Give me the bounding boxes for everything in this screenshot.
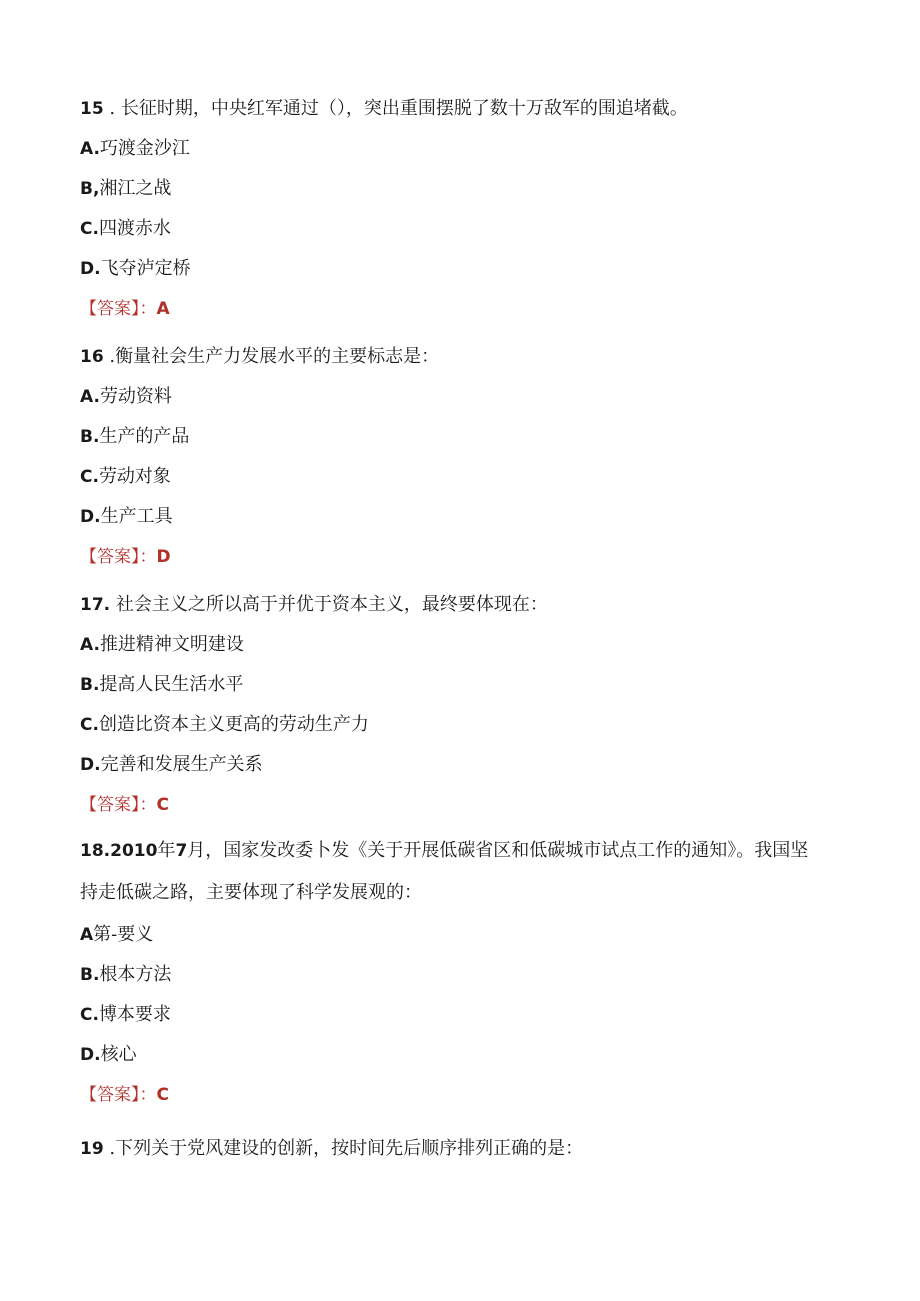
answer-label: 【答案】：: [80, 299, 157, 319]
question-18-stem: [80, 839, 808, 863]
option-text: 创造比资本主义更高的劳动生产力: [98, 714, 369, 735]
answer-value: D: [156, 547, 171, 567]
option-a[interactable]: [80, 385, 172, 409]
option-text: 劳动资料: [99, 386, 172, 407]
option-b[interactable]: [80, 673, 243, 697]
year-value: 2010: [110, 841, 158, 861]
answer-label: 【答案】：: [80, 795, 157, 815]
month-value: 7: [175, 841, 188, 861]
option-text: 生产的产品: [99, 426, 190, 447]
option-text: 四渡赤水: [98, 218, 171, 239]
option-b[interactable]: [80, 963, 171, 987]
question-text: .衡量社会生产力发展水平的主要标志是：: [103, 346, 440, 367]
option-c[interactable]: [80, 465, 171, 489]
question-text: .下列关于党风建设的创新，按时间先后顺序排列正确的是：: [103, 1138, 584, 1159]
option-text: 劳动对象: [98, 466, 171, 487]
question-text: . 长征时期，中央红军通过（），突出重围摆脱了数十万敌军的围追堵截。: [103, 98, 688, 119]
option-label: B.: [80, 427, 100, 447]
option-a[interactable]: [80, 137, 190, 161]
answer-label: 【答案】：: [80, 547, 157, 567]
option-label: D.: [80, 755, 101, 775]
option-text: 根本方法: [99, 964, 172, 985]
option-text: 博本要求: [98, 1004, 171, 1025]
option-b[interactable]: [80, 177, 171, 201]
question-number: 15: [80, 99, 104, 119]
option-a[interactable]: [80, 633, 244, 657]
option-label: D.: [80, 259, 101, 279]
option-label: A.: [80, 635, 100, 655]
option-label: A.: [80, 387, 100, 407]
question-text: 月，国家发改委卜发《关于开展低碳省区和低碳城市试点工作的通知》。我国坚: [187, 840, 809, 861]
option-c[interactable]: [80, 713, 369, 737]
question-number: 18.: [80, 841, 111, 861]
option-label: B.: [80, 965, 100, 985]
option-label: C.: [80, 219, 99, 239]
option-c[interactable]: [80, 1003, 171, 1027]
option-label: D.: [80, 507, 101, 527]
option-d[interactable]: [80, 753, 263, 777]
option-text: 湘江之战: [99, 178, 172, 199]
answer-value: C: [156, 795, 169, 815]
option-label: A: [80, 925, 94, 945]
option-text: 巧渡金沙江: [99, 138, 190, 159]
answer-line: [80, 793, 169, 817]
option-text: 核心: [100, 1044, 137, 1065]
answer-value: A: [156, 299, 170, 319]
answer-line: [80, 545, 171, 569]
answer-value: C: [156, 1085, 169, 1105]
option-label: A.: [80, 139, 100, 159]
option-text: 完善和发展生产关系: [100, 754, 263, 775]
option-text: 飞夺泸定桥: [100, 258, 191, 279]
option-label: C.: [80, 715, 99, 735]
question-number: 16: [80, 347, 104, 367]
option-text: 生产工具: [100, 506, 173, 527]
option-label: C.: [80, 1005, 99, 1025]
option-c[interactable]: [80, 217, 171, 241]
option-label: D.: [80, 1045, 101, 1065]
option-b[interactable]: [80, 425, 189, 449]
question-16-stem: [80, 345, 439, 369]
answer-label: 【答案】：: [80, 1085, 157, 1105]
option-label: C.: [80, 467, 99, 487]
option-text: 第-要义: [93, 924, 154, 945]
answer-line: [80, 1083, 169, 1107]
option-text: 推进精神文明建设: [99, 634, 244, 655]
option-label: B,: [80, 179, 100, 199]
option-d[interactable]: [80, 257, 191, 281]
question-18-stem-continued: [80, 881, 422, 905]
option-d[interactable]: [80, 505, 173, 529]
answer-line: [80, 297, 170, 321]
option-d[interactable]: [80, 1043, 137, 1067]
option-label: B.: [80, 675, 100, 695]
option-text: 提高人民生活水平: [99, 674, 244, 695]
option-a[interactable]: [80, 923, 153, 947]
question-text: 持走低碳之路，主要体现了科学发展观的：: [80, 882, 422, 903]
question-15-stem: [80, 97, 688, 121]
question-19-stem: [80, 1137, 583, 1161]
question-number: 17.: [80, 595, 111, 615]
question-17-stem: [80, 593, 548, 617]
question-text: 社会主义之所以高于并优于资本主义，最终要体现在：: [110, 594, 548, 615]
question-number: 19: [80, 1139, 104, 1159]
question-text: 年: [157, 840, 176, 861]
